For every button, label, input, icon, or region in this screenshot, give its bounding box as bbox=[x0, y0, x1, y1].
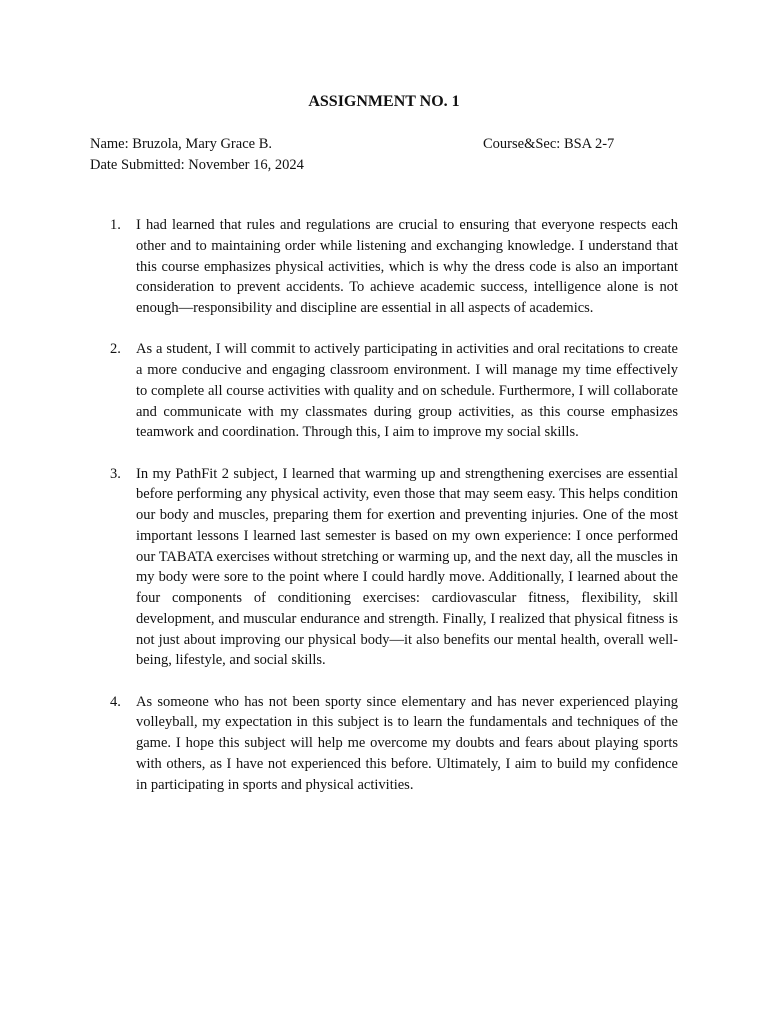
answer-number: 1. bbox=[110, 217, 121, 233]
document-title: ASSIGNMENT NO. 1 bbox=[308, 93, 460, 110]
date-submitted: Date Submitted: November 16, 2024 bbox=[90, 157, 304, 173]
answer-item-1 bbox=[0, 215, 768, 319]
answer-item-3 bbox=[0, 464, 768, 672]
answer-list bbox=[0, 215, 768, 816]
answer-item-4 bbox=[0, 692, 768, 796]
answer-text: As someone who has not been sporty since elementary and has never experienced playing volleyball, my expectation in this subject is to learn the fundamentals and techniques of the game. I hope this subject will help me overcome my doubts and fears about playing sports with others, as I have not experienced this before. Ultimately, I aim to build my confidence in participating in sports and physical activities. bbox=[136, 693, 678, 793]
answer-item-2 bbox=[0, 339, 768, 443]
student-name: Name: Bruzola, Mary Grace B. bbox=[90, 136, 272, 152]
answer-text: In my PathFit 2 subject, I learned that warming up and strengthening exercises are essential before performing any physical activity, even those that may seem easy. This helps condition our body and muscles, preparing them for exertion and preventing injuries. One of the most important lessons I learned last semester is based on my own experience: I once performed our TABATA exercises without stretching or warming up, and the next day, all the muscles in my body were sore to the point where I could hardly move. Additionally, I learned about the four components of conditioning exercises: cardiovascular fitness, flexibility, skill development, and muscular endurance and strength. Finally, I realized that physical fitness is not just about improving our physical body—it also benefits our mental health, overall well-being, lifestyle, and social skills. bbox=[136, 465, 678, 669]
answer-text: As a student, I will commit to actively participating in activities and oral recitations to create a more conducive and engaging classroom environment. I will manage my time effectively to complete all course activities with quality and on schedule. Furthermore, I will collaborate and communicate with my classmates during group activities, as this course emphasizes teamwork and coordination. Through this, I aim to improve my social skills. bbox=[136, 341, 678, 441]
course-section: Course&Sec: BSA 2-7 bbox=[483, 136, 615, 152]
answer-number: 3. bbox=[110, 465, 121, 482]
answer-text: I had learned that rules and regulations are crucial to ensuring that everyone respects each other and to maintaining order while listening and exchanging knowledge. I understand that this course emphasizes physical activities, which is why the dress code is also an important consideration to prevent accidents. To achieve academic success, intelligence alone is not enough—responsibility and discipline are essential in all aspects of academics. bbox=[136, 217, 678, 316]
answer-number: 4. bbox=[110, 693, 121, 710]
answer-number: 2. bbox=[110, 341, 121, 358]
